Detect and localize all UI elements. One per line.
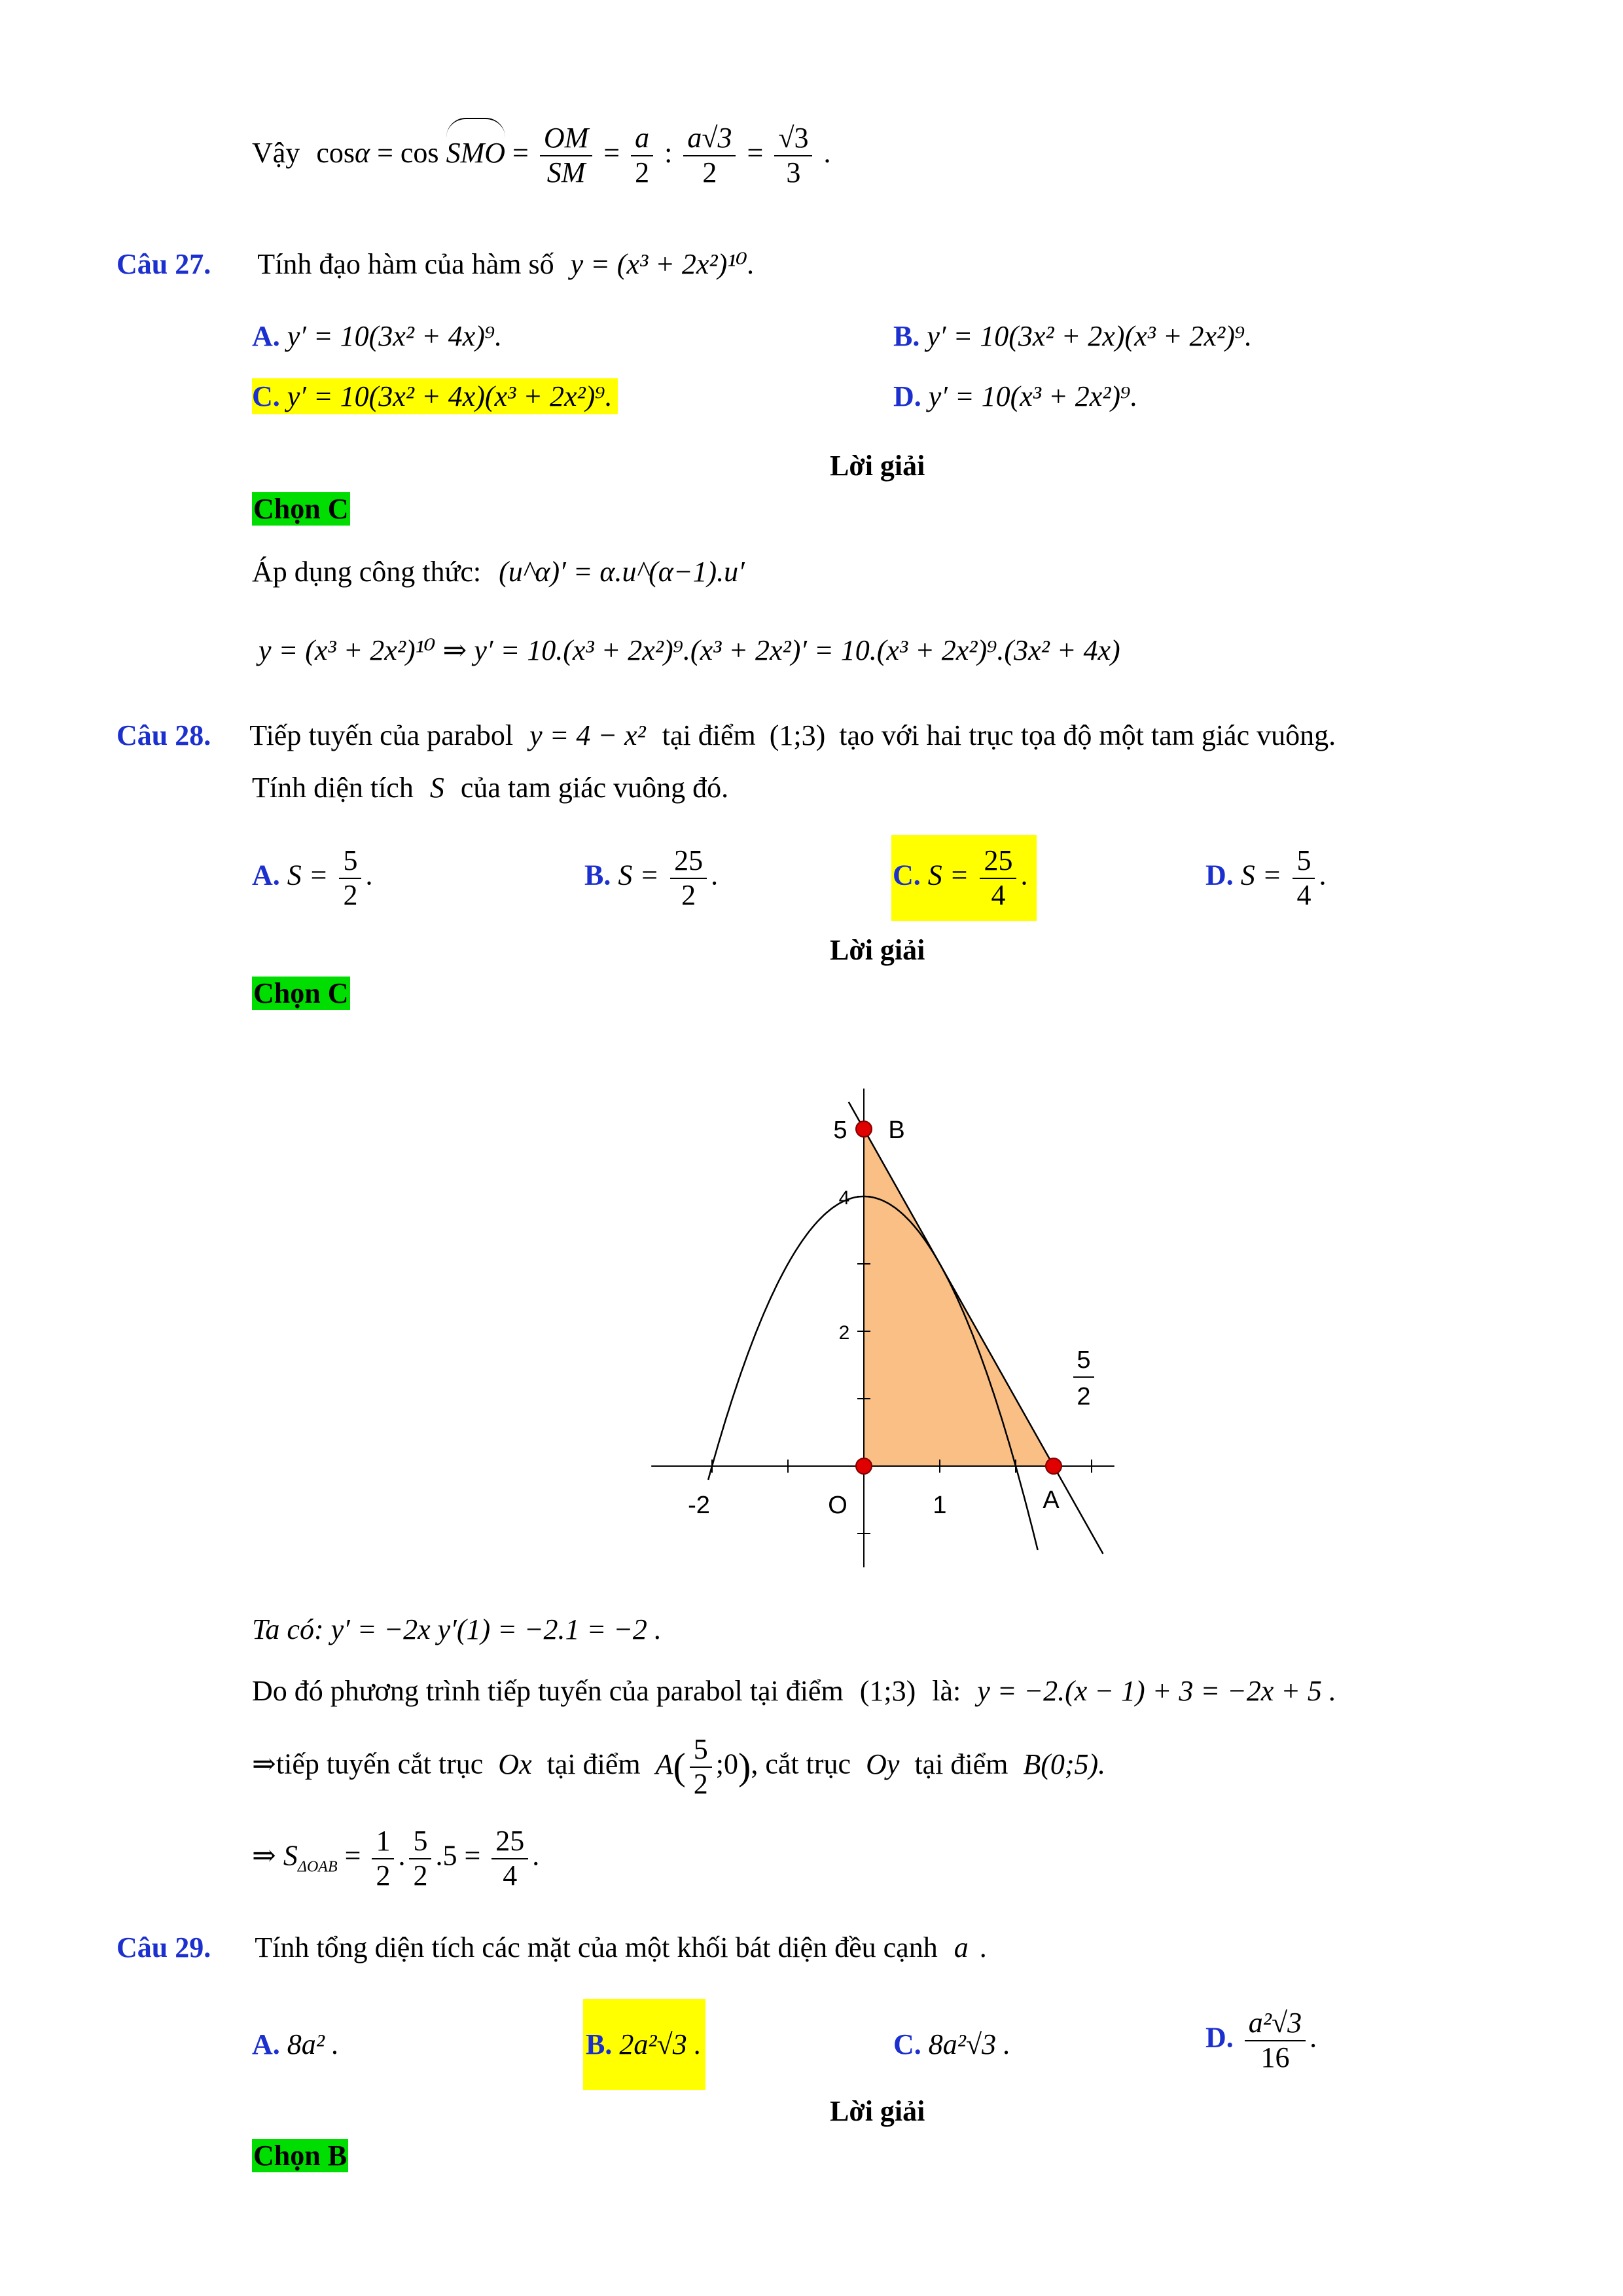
q28-option-d[interactable]: D. S = $\frac{5}{4}$ . [1205, 844, 1327, 911]
top-conclusion-line [252, 118, 830, 190]
point-a [1046, 1458, 1061, 1474]
q29-option-c[interactable]: C. 8a²√3 . [893, 2028, 1011, 2060]
question-27-text: Tính đạo hàm của hàm số [257, 248, 554, 280]
q29-option-b[interactable]: B. 2a²√3 . [583, 1999, 705, 2090]
point-b [856, 1121, 872, 1137]
q27-solution-line2: y = (x³ + 2x²)¹⁰ ⇒ y′ = 10.(x³ + 2x²)⁹.(x³ + 2x²)′ = 10.(x³ + 2x²)⁹.(3x² + 4x) [259, 634, 1120, 666]
q27-option-d[interactable]: D. y′ = 10(x³ + 2x²)⁹. [893, 380, 1138, 412]
q29-option-a[interactable]: A. 8a² . [252, 2028, 339, 2060]
q28-option-b[interactable]: B. S = $\frac{25}{2}$ . [584, 844, 719, 911]
q28-solution-line4: ⇒ $S_{\Delta OAB}$ = $\frac{1}{2}$ . $\frac{5}{2}$ .5 = $\frac{25}{4}$ . [252, 1825, 540, 1892]
q28-option-c[interactable]: C. S = $\frac{25}{4}$ . [891, 835, 1037, 921]
q28-solution-line3: ⇒tiếp tuyến cắt trục Ox tại điểm A( $\frac{5}{2}$ ;0), cắt trục Oy tại điểm B(0;5). [252, 1733, 1106, 1800]
question-29-label: Câu 29. [116, 1931, 211, 1964]
x-tick-label: 1 [933, 1492, 947, 1519]
top-intro: Vậy [252, 137, 300, 169]
top-formula: cosα = cos SMO = $\frac{OM}{SM}$ = $\frac{a}{2}$ : $\frac{a√3}{2}$ = $\frac{√3}{3}$ . [316, 137, 830, 169]
question-27-label: Câu 27. [116, 248, 211, 280]
annotation-5-2-numerator: 5 [1077, 1346, 1091, 1374]
point-label-a: A [1043, 1486, 1060, 1514]
q29-option-d[interactable]: D. $\frac{\text{a²√3}}{16}$ . [1205, 2007, 1317, 2073]
q27-option-b[interactable]: B. y′ = 10(3x² + 2x)(x³ + 2x²)⁹. [893, 320, 1253, 352]
q28-solution-line2: Do đó phương trình tiếp tuyến của parabol tại điểm (1;3) là: y = −2.(x − 1) + 3 = −2x + 5 . [252, 1675, 1336, 1707]
y-tick-label: 2 [838, 1322, 850, 1344]
q29-solution-title: Lời giải [830, 2095, 925, 2127]
q27-option-c[interactable]: C. y′ = 10(3x² + 4x)(x³ + 2x²)⁹. [252, 378, 618, 414]
q27-option-a[interactable]: A. y′ = 10(3x² + 4x)⁹. [252, 320, 503, 352]
question-28: Câu 28. Tiếp tuyến của parabol y = 4 − x² tại điểm (1;3) tạo với hai trục tọa độ một tam giác vuông. [116, 719, 1336, 751]
x-tick-label: -2 [688, 1492, 710, 1519]
point-label-b: B [888, 1117, 905, 1144]
y-tick-label-5: 5 [833, 1117, 847, 1144]
parabol-tangent-graph [628, 1008, 1152, 1610]
q28-option-a[interactable]: A. S = $\frac{5}{2}$ . [252, 844, 373, 911]
q27-chosen-answer: Chọn C [253, 493, 349, 525]
question-29: Câu 29. Tính tổng diện tích các mặt của một khối bát diện đều cạnh a . [116, 1931, 987, 1964]
question-28-line2: Tính diện tích S của tam giác vuông đó. [252, 772, 729, 804]
y-tick-label: 4 [838, 1187, 850, 1209]
question-28-label: Câu 28. [116, 719, 211, 751]
q28-chosen-answer: Chọn C [253, 977, 349, 1009]
question-27-function: y = (x³ + 2x²)¹⁰. [570, 248, 755, 280]
annotation-5-2-denominator: 2 [1077, 1383, 1091, 1410]
origin-label: O [828, 1492, 847, 1519]
q28-solution-title: Lời giải [830, 934, 925, 966]
q27-solution-line1: Áp dụng công thức: (u^α)′ = α.u^(α−1).u′ [252, 556, 745, 588]
q27-solution-title: Lời giải [830, 450, 925, 482]
q29-chosen-answer: Chọn B [253, 2140, 348, 2172]
q28-solution-line1: Ta có: y′ = −2x y′(1) = −2.1 = −2 . [252, 1613, 662, 1645]
point-o [856, 1458, 872, 1474]
question-27 [116, 247, 755, 281]
